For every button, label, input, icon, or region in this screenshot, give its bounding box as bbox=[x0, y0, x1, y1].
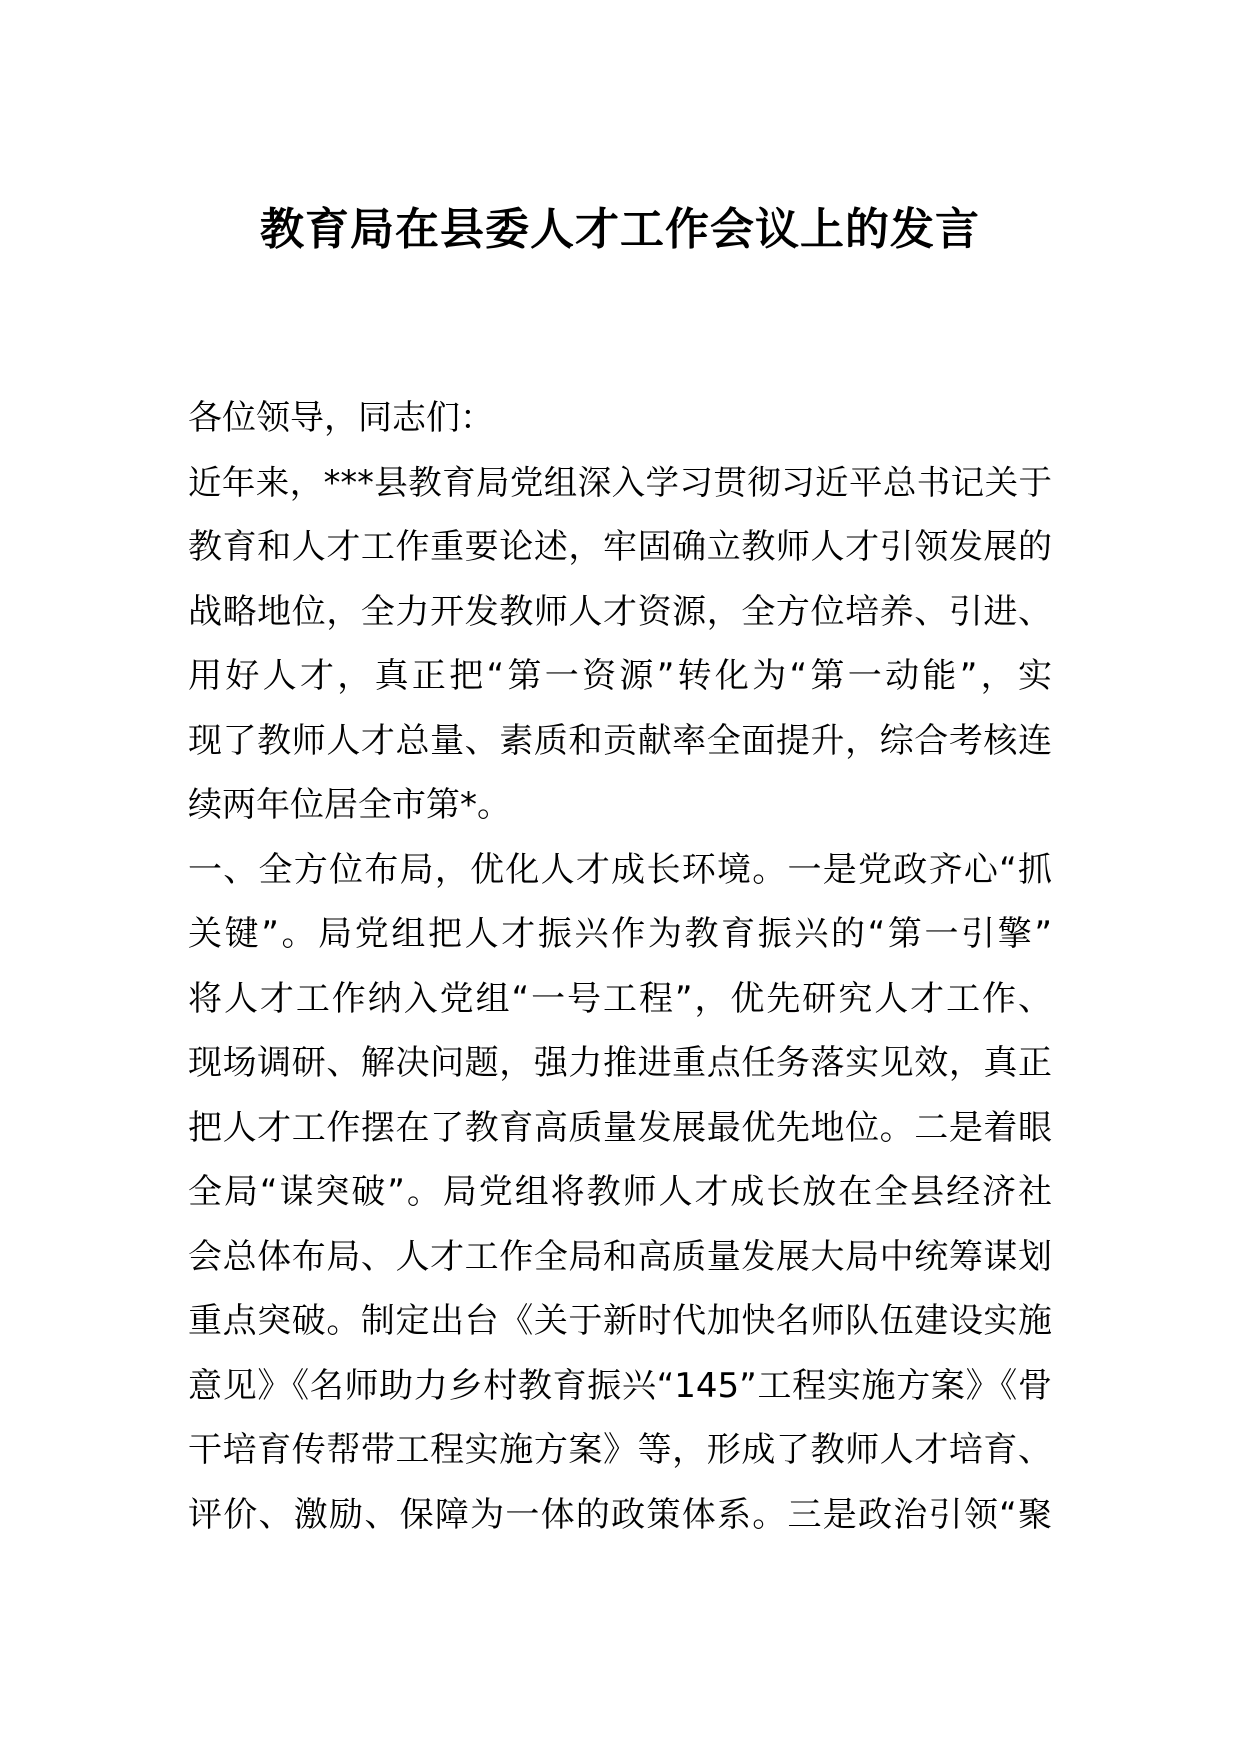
body-line: 一、全方位布局，优化人才成长环境。一是党政齐心“抓 bbox=[188, 849, 1052, 890]
body-line: 将人才工作纳入党组“一号工程”，优先研究人才工作、 bbox=[188, 978, 1052, 1019]
salutation-line: 各位领导，同志们： bbox=[188, 398, 494, 438]
document-body bbox=[188, 386, 1052, 1547]
body-line: 近年来，***县教育局党组深入学习贯彻习近平总书记关于 bbox=[188, 462, 1052, 502]
body-line: 把人才工作摆在了教育高质量发展最优先地位。二是着眼 bbox=[188, 1107, 1052, 1148]
document-title: 教育局在县委人才工作会议上的发言 bbox=[260, 204, 980, 255]
body-line: 用好人才，真正把“第一资源”转化为“第一动能”，实 bbox=[188, 656, 1052, 696]
body-line: 现场调研、解决问题，强力推进重点任务落实见效，真正 bbox=[188, 1043, 1052, 1083]
body-line: 重点突破。制定出台《关于新时代加快名师队伍建设实施 bbox=[188, 1301, 1052, 1341]
body-line: 关键”。局党组把人才振兴作为教育振兴的“第一引擎” bbox=[188, 914, 1052, 954]
body-line: 续两年位居全市第*。 bbox=[188, 785, 511, 825]
body-line: 会总体布局、人才工作全局和高质量发展大局中统筹谋划 bbox=[188, 1236, 1052, 1277]
body-line: 现了教师人才总量、素质和贡献率全面提升，综合考核连 bbox=[188, 720, 1052, 761]
body-line: 意见》《名师助力乡村教育振兴“145”工程实施方案》《骨 bbox=[188, 1365, 1052, 1406]
body-line: 战略地位，全力开发教师人才资源，全方位培养、引进、 bbox=[188, 591, 1052, 632]
body-line: 干培育传帮带工程实施方案》等，形成了教师人才培育、 bbox=[188, 1430, 1052, 1470]
body-line: 评价、激励、保障为一体的政策体系。三是政治引领“聚 bbox=[188, 1494, 1052, 1535]
body-line: 教育和人才工作重要论述，牢固确立教师人才引领发展的 bbox=[188, 527, 1052, 567]
body-line: 全局“谋突破”。局党组将教师人才成长放在全县经济社 bbox=[188, 1172, 1052, 1212]
